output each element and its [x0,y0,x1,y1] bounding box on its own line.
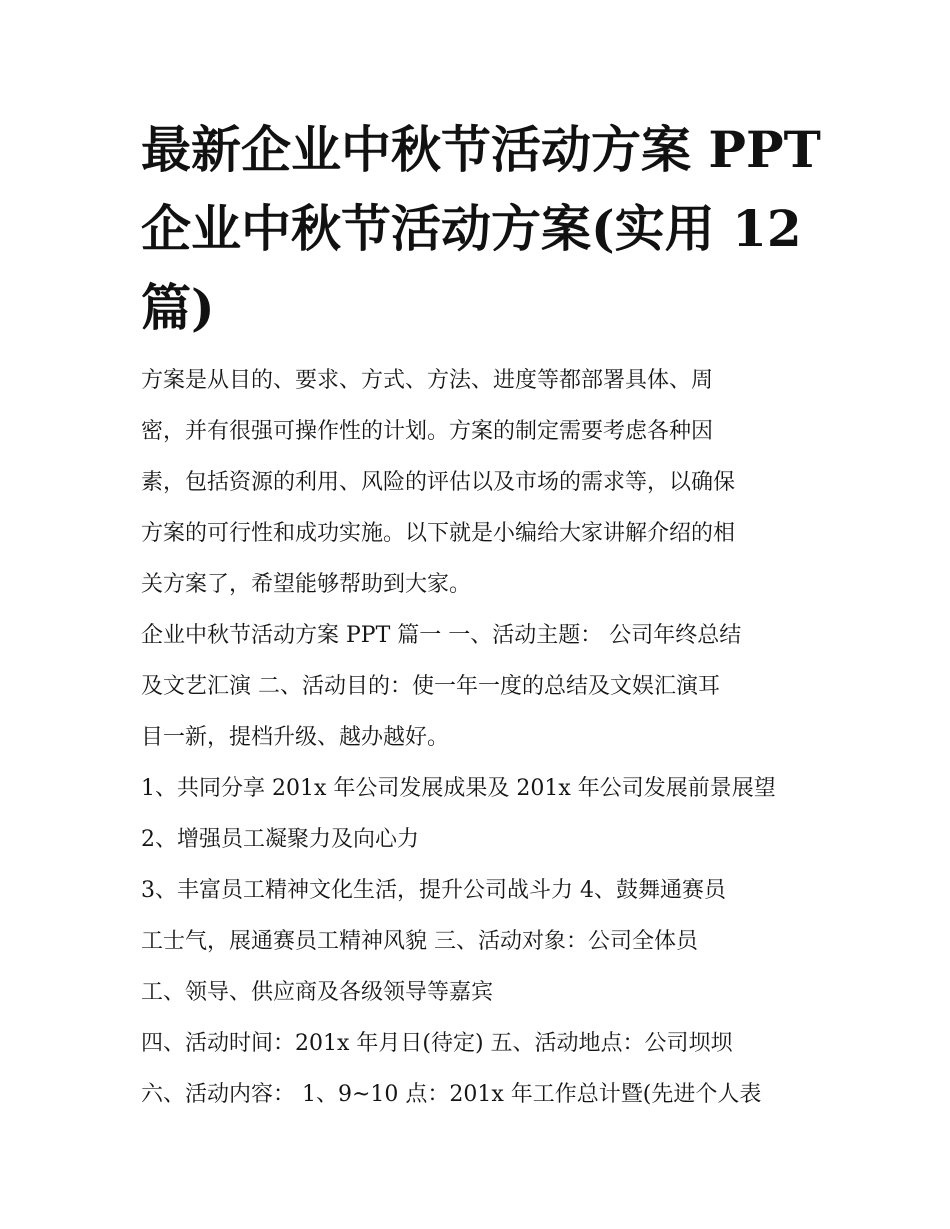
body-line: 工士气，展通赛员工精神风貌 三、活动对象：公司全体员 [141,929,698,954]
title-line: 篇) [141,278,215,337]
body-line: 目一新，提档升级、越办越好。 [141,725,450,750]
body-line: 2、增强员工凝聚力及向心力 [141,827,419,852]
body-line: 素，包括资源的利用、风险的评估以及市场的需求等，以确保 [141,470,736,495]
body-line: 3、丰富员工精神文化生活，提升公司战斗力 4、鼓舞通赛员 [141,878,726,903]
document-title [141,110,821,347]
body-line: 及文艺汇演 二、活动目的：使一年一度的总结及文娱汇演耳 [141,674,720,699]
body-line: 关方案了，希望能够帮助到大家。 [141,572,472,597]
body-line: 四、活动时间：201x 年月日(待定) 五、活动地点：公司坝坝 [141,1031,733,1056]
body-line: 工、领导、供应商及各级领导等嘉宾 [141,980,494,1005]
body-line: 密，并有很强可操作性的计划。方案的制定需要考虑各种因 [141,419,714,444]
body-line: 1、共同分享 201x 年公司发展成果及 201x 年公司发展前景展望 [141,776,776,801]
title-line: 最新企业中秋节活动方案 PPT [141,120,821,179]
title-line: 企业中秋节活动方案(实用 12 [141,199,802,258]
body-line: 企业中秋节活动方案 PPT 篇一 一、活动主题： 公司年终总结 [141,623,742,648]
document-body [141,355,831,1120]
body-line: 六、活动内容： 1、9~10 点：201x 年工作总计暨(先进个人表 [141,1082,762,1107]
body-line: 方案的可行性和成功实施。以下就是小编给大家讲解介绍的相 [141,521,736,546]
body-line: 方案是从目的、要求、方式、方法、进度等都部署具体、周 [141,368,714,393]
